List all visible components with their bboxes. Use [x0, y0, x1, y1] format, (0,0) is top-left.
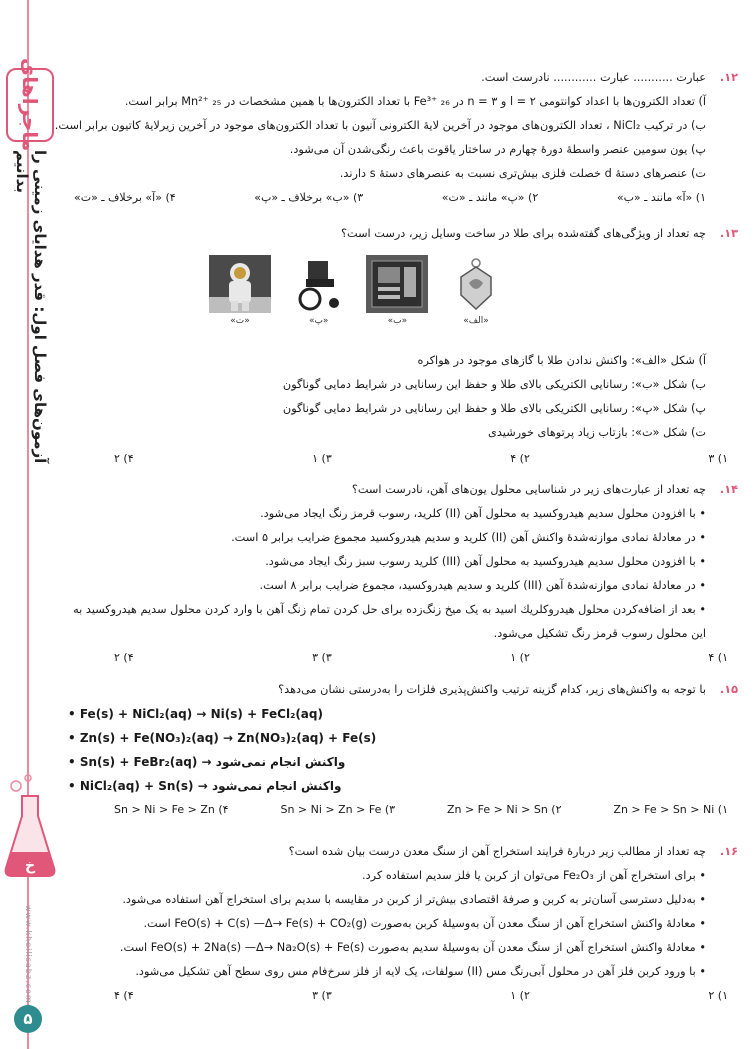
answer-options	[64, 186, 738, 210]
statement: پ) يون سومين عنصر واسطهٔ دورهٔ چهارم در ساختار ياقوت باعث رنگى‌شدن آن مى‌شود.	[289, 143, 706, 156]
question-number: ۱۳.	[719, 227, 738, 240]
question-number: ۱۶.	[719, 845, 738, 858]
option-2[interactable]: ۱ (۲	[510, 651, 530, 664]
option-3[interactable]: ۳ (۳	[312, 651, 332, 664]
option-4[interactable]: Sn > Ni > Fe > Zn (۴	[114, 803, 229, 816]
question-15	[64, 678, 738, 822]
statement: • به‌دليل دسترسى آسان‌تر به كربن و صرفهٔ اقتصادى بيش‌تر از كربن در مقايسه با سديم براى استخراج آهن استفاده مى‌شود.	[122, 893, 706, 906]
picture-computer	[365, 255, 429, 343]
statement: • با ورود كربن فلز آهن در محلول آبى‌رنگ مس (II) سولفات، يک لايه از فلز سرخ‌فام مس روى سطح آهن تشكيل مى‌شود.	[135, 965, 706, 978]
picture-label: «الف»	[463, 316, 489, 326]
statement: ت) عنصرهاى دستهٔ d خصلت فلزى بيش‌ترى نسبت به عنصرهاى دستهٔ s دارند.	[339, 167, 706, 180]
equation: • NiCl₂(aq) + Sn(s) → واكنش انجام نمى‌شود	[68, 779, 342, 793]
answer-options	[64, 447, 738, 471]
question-number: ۱۴.	[719, 483, 738, 496]
page-number: ۵	[14, 1005, 42, 1033]
question-number: ۱۵.	[719, 683, 738, 696]
picture-label: «ب»	[387, 316, 408, 326]
equation: • Fe(s) + NiCl₂(aq) → Ni(s) + FeCl₂(aq)	[68, 707, 323, 721]
question-16	[64, 840, 738, 1008]
statement: پ) شكل «پ»: رسانايى الكتريكى بالاى طلا و حفظ اين رسانايى در شرايط دمايى گوناگون	[282, 402, 706, 415]
equation: • Zn(s) + Fe(NO₃)₂(aq) → Zn(NO₃)₂(aq) + Fe(s)	[68, 731, 377, 745]
option-4[interactable]: ۴) «آ» برخلاف ـ «ت»	[74, 191, 176, 204]
statement: • با افزودن محلول سديم هيدروكسيد به محلول آهن (II) كلريد، رسوب قرمز رنگ ايجاد مى‌شود.	[260, 507, 706, 520]
gold-pendant-icon	[445, 255, 507, 313]
brand-text: ماجراهاى	[18, 58, 42, 152]
statement: • بعد از اضافه‌كردن محلول هيدروكلريك اسيد به يک ميخ زنگ‌زده براى حل كردن تمام زنگ آهن با وارد كردن محلول سديم هيدروكسيد به	[73, 603, 706, 616]
statement: • در معادلهٔ نمادى موازنه‌شدهٔ آهن (III) كلريد و سديم هيدروكسيد، مجموع ضرايب برابر ۸ است.	[259, 579, 706, 592]
option-2[interactable]: ۴ (۲	[510, 452, 530, 465]
option-4[interactable]: ۲ (۴	[114, 651, 134, 664]
option-1[interactable]: ۲ (۱	[708, 989, 728, 1002]
question-14	[64, 478, 738, 670]
statement: ب) در تركيب NiCl₂ ، تعداد الكترون‌هاى موجود در آخرين لايهٔ الكترونى آنيون با تعداد الكترون‌هاى موجود در آخرين زيرلايهٔ كاتيون برابر است.	[54, 119, 706, 132]
answer-options	[64, 646, 738, 670]
question-13-statements	[64, 349, 738, 445]
picture-wheelchair	[287, 255, 351, 343]
option-2[interactable]: Zn > Fe > Ni > Sn (۲	[446, 803, 562, 816]
option-3[interactable]: ۳) «ب» برخلاف ـ «پ»	[254, 191, 364, 204]
question-stem: چه تعداد از ويژگى‌هاى گفته‌شده براى طلا در ساخت وسايل زير، درست است؟	[341, 227, 706, 240]
option-3[interactable]: ۳ (۳	[312, 989, 332, 1002]
answer-options	[64, 798, 738, 822]
picture-astronaut	[208, 255, 272, 343]
answer-options	[64, 984, 738, 1008]
flask-icon	[2, 772, 58, 882]
site-url: www.kheilisabz.com	[24, 905, 33, 1004]
brand-logo	[6, 58, 54, 152]
page-content	[54, 0, 738, 1049]
statement: آ) شكل «الف»: واكنش ندادن طلا با گازهاى موجود در هواكره	[417, 354, 706, 367]
question-12	[54, 66, 738, 210]
svg-text:خ: خ	[24, 858, 36, 874]
statement: ب) شكل «ب»: رسانايى الكتريكى بالاى طلا و حفظ اين رسانايى در شرايط دمايى گوناگون	[282, 378, 706, 391]
sidebar	[0, 0, 62, 1049]
question-stem: عبارت ........... عبارت ............ نادرست است.	[481, 71, 706, 84]
option-3[interactable]: ۱ (۳	[312, 452, 332, 465]
section-title: آزمون‌هاى فصل اول: قدر هداياى زمينى را بدانيم	[13, 150, 49, 464]
picture-label: «پ»	[308, 316, 329, 326]
astronaut-icon	[209, 255, 271, 313]
statement: ت) شكل «ت»: بازتاب زياد پرتوهاى خورشيدى	[488, 426, 706, 439]
statement: اين محلول رسوب قرمز رنگ تشكيل مى‌شود.	[493, 627, 706, 640]
option-1[interactable]: ۱) «آ» مانند ـ «ب»	[616, 191, 706, 204]
statement: • با افزودن محلول سديم هيدروكسيد به محلول آهن (III) كلريد رسوب سبز رنگ ايجاد مى‌شود.	[265, 555, 706, 568]
picture-label: «ت»	[230, 316, 250, 326]
option-4[interactable]: ۴ (۴	[114, 989, 134, 1002]
option-4[interactable]: ۲ (۴	[114, 452, 134, 465]
statement: • معادلهٔ واكنش استخراج آهن از سنگ معدن آن به‌وسيلهٔ كربن به‌صورت FeO(s) + C(s) —Δ→ Fe(s) + CO₂(g) است.	[143, 917, 706, 930]
option-3[interactable]: Sn > Ni > Zn > Fe (۳	[280, 803, 396, 816]
option-2[interactable]: ۲) «پ» مانند ـ «ت»	[441, 191, 539, 204]
option-1[interactable]: Zn > Fe > Sn > Ni (۱	[613, 803, 728, 816]
statement: • در معادلهٔ نمادى موازنه‌شدهٔ واكنش آهن (II) كلريد و سديم هيدروكسيد مجموع ضرايب برابر ۵ است.	[231, 531, 706, 544]
option-1[interactable]: ۴ (۱	[708, 651, 728, 664]
option-2[interactable]: ۱ (۲	[510, 989, 530, 1002]
picture-pendant	[444, 255, 508, 343]
question-13-options	[64, 447, 738, 471]
pictures-row	[208, 255, 508, 343]
question-stem: با توجه به واكنش‌هاى زير، كدام گزينه ترتيب واكنش‌پذيرى فلزات را به‌درستى نشان مى‌دهد؟	[278, 683, 706, 696]
option-1[interactable]: ۳ (۱	[708, 452, 728, 465]
question-13	[64, 222, 738, 246]
question-number: ۱۲.	[719, 71, 738, 84]
statement: • براى استخراج آهن از Fe₂O₃ مى‌توان از كربن يا فلز سديم استفاده كرد.	[362, 869, 706, 882]
statement: آ) تعداد الكترون‌ها با اعداد كوانتومى ۲ = l و ۳ = n در Fe³⁺ ₂₆ با تعداد الكترون‌ها با همين مشخصات در Mn²⁺ ₂₅ برابر است.	[124, 95, 706, 108]
wheelchair-icon	[288, 255, 350, 313]
computer-case-icon	[366, 255, 428, 313]
question-stem: چه تعداد از مطالب زير دربارهٔ فرايند استخراج آهن از سنگ معدن درست بيان شده است؟	[288, 845, 706, 858]
equation: • Sn(s) + FeBr₂(aq) → واكنش انجام نمى‌شود	[68, 755, 346, 769]
question-stem: چه تعداد از عبارت‌هاى زير در شناسايى محلول يون‌هاى آهن، نادرست است؟	[351, 483, 706, 496]
statement: • معادلهٔ واكنش استخراج آهن از سنگ معدن آن به‌وسيلهٔ سديم به‌صورت FeO(s) + 2Na(s) —Δ→ Na₂O(s) + Fe(s) است.	[119, 941, 706, 954]
